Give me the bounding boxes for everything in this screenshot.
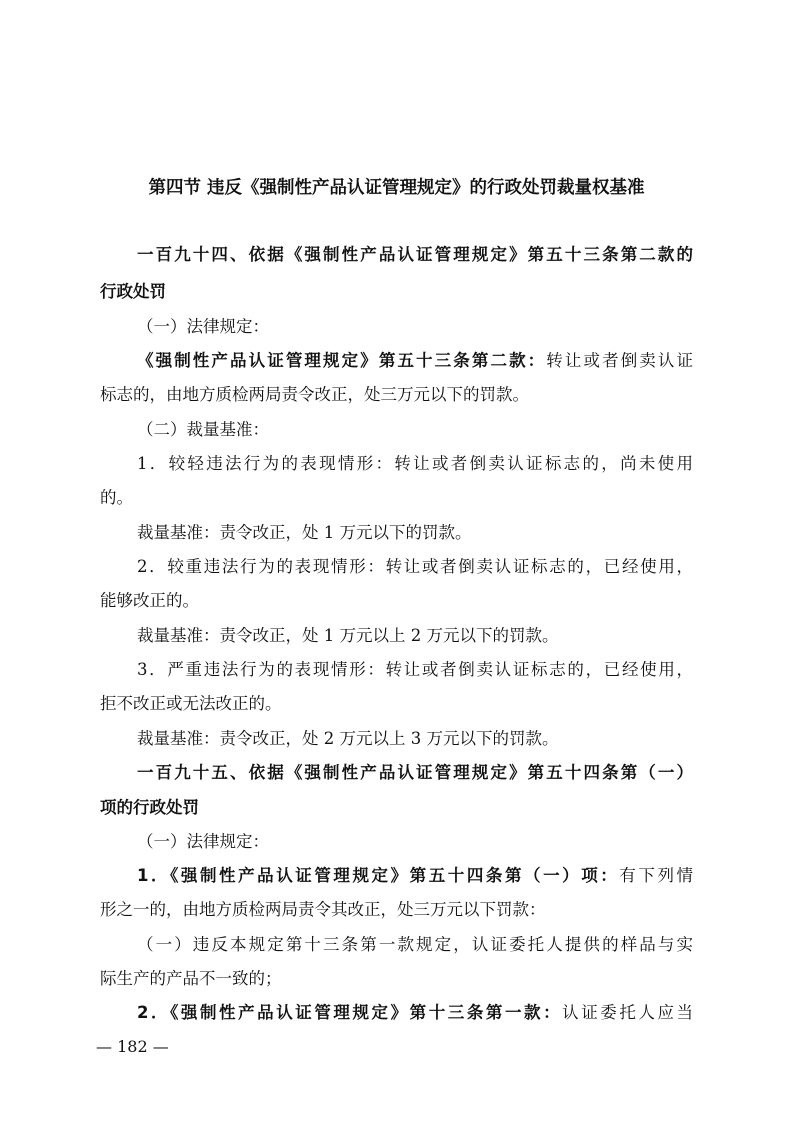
- legal-provision-citation: 《强制性产品认证管理规定》第五十三条第二款：: [137, 351, 547, 370]
- article-194-heading-cont: 行政处罚: [100, 282, 166, 301]
- case-1-standard: 裁量基准：责令改正，处 1 万元以下的罚款。: [137, 523, 472, 542]
- case-3-description: 3．严重违法行为的表现情形：转让或者倒卖认证标志的，已经使用，: [137, 660, 693, 679]
- provision-2-text: [137, 1001, 693, 1025]
- legal-provision-body: 转让或者倒卖认证: [546, 351, 694, 370]
- case-2-standard: 裁量基准：责令改正，处 1 万元以上 2 万元以下的罚款。: [137, 626, 559, 645]
- provision-2-citation: 2．《强制性产品认证管理规定》第十三条第一款：: [137, 1003, 563, 1022]
- legal-provision-label: （一）法律规定：: [137, 317, 269, 336]
- legal-provision-label-2: （一）法律规定：: [137, 832, 269, 851]
- provision-item-1-cont: 际生产的产品不一致的；: [100, 969, 282, 988]
- provision-1-citation: 1．《强制性产品认证管理规定》第五十四条第（一）项：: [137, 866, 620, 885]
- case-2-description: 2．较重违法行为的表现情形：转让或者倒卖认证标志的，已经使用，: [137, 557, 693, 576]
- provision-item-1: （一）违反本规定第十三条第一款规定，认证委托人提供的样品与实: [137, 935, 693, 954]
- case-2-description-cont: 能够改正的。: [100, 591, 199, 610]
- provision-1-text-cont: 形之一的，由地方质检两局责令其改正，处三万元以下罚款：: [100, 900, 546, 919]
- case-1-description-cont: 的。: [100, 488, 133, 507]
- article-194-heading: 一百九十四、依据《强制性产品认证管理规定》第五十三条第二款的: [137, 245, 693, 264]
- section-title: 第四节 违反《强制性产品认证管理规定》的行政处罚裁量权基准: [148, 178, 645, 198]
- legal-provision-text: [137, 349, 693, 373]
- case-3-standard: 裁量基准：责令改正，处 2 万元以上 3 万元以下的罚款。: [137, 729, 559, 748]
- page-number: — 182 —: [96, 1037, 169, 1056]
- article-195-heading-cont: 项的行政处罚: [100, 798, 199, 817]
- case-1-description: 1．较轻违法行为的表现情形：转让或者倒卖认证标志的，尚未使用: [137, 454, 693, 473]
- provision-1-body: 有下列情: [619, 866, 694, 885]
- article-195-heading: 一百九十五、依据《强制性产品认证管理规定》第五十四条第（一）: [137, 763, 693, 782]
- provision-1-text: [137, 864, 693, 888]
- discretion-basis-label: （二）裁量基准：: [137, 420, 269, 439]
- case-3-description-cont: 拒不改正或无法改正的。: [100, 694, 282, 713]
- provision-2-body: 认证委托人应当: [562, 1003, 694, 1022]
- legal-provision-text-cont: 标志的，由地方质检两局责令改正，处三万元以下的罚款。: [100, 385, 529, 404]
